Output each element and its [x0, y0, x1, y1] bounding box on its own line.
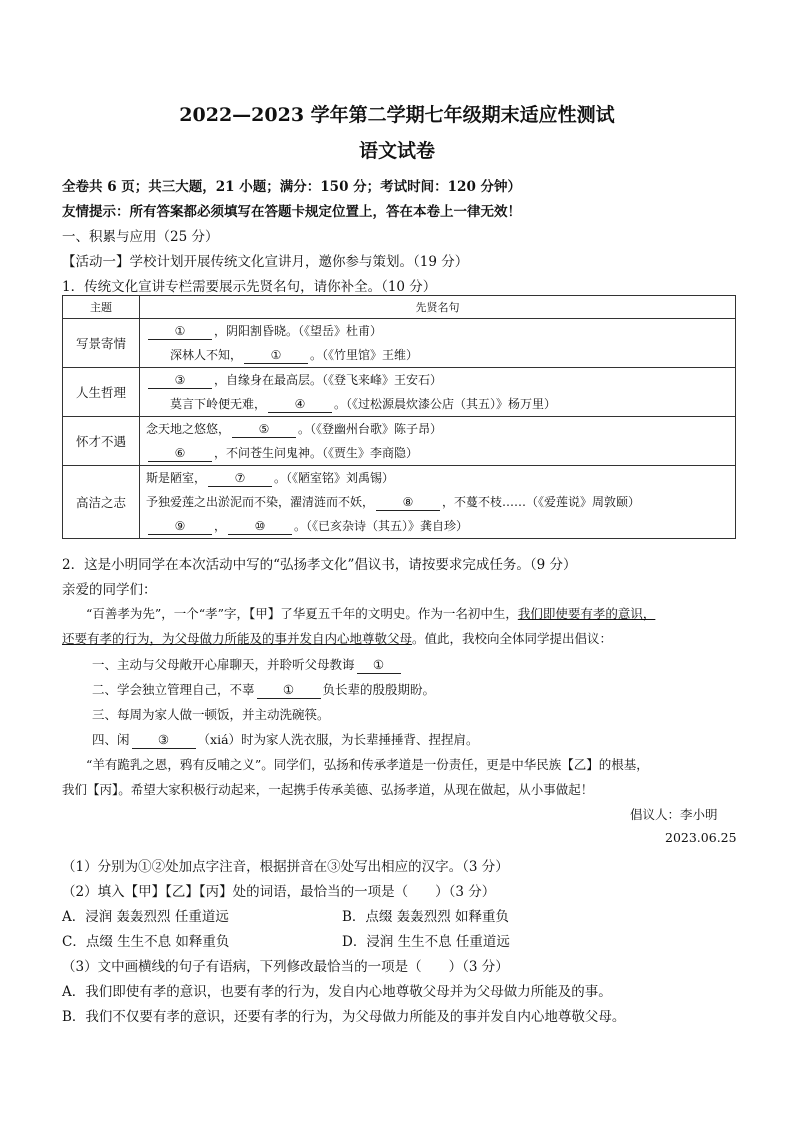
- letter-signer: 倡议人：李小明: [630, 807, 718, 822]
- exam-subtitle: 语文试卷: [358, 140, 435, 162]
- letter-greeting: 亲爱的同学们：: [62, 582, 157, 598]
- row-quotes: [140, 417, 736, 466]
- friendly-reminder: 友情提示：所有答案都必须填写在答题卡规定位置上，答在本卷上一律无效！: [62, 204, 521, 220]
- sub-option-b: B．我们不仅要有孝的意识，还要有孝的行为，为父母做力所能及的事并发自内心地尊敬父母。: [62, 1009, 626, 1025]
- proposal-item-1: [92, 655, 403, 674]
- quote-line: [140, 441, 735, 465]
- header-quotes: 先贤名句: [140, 296, 736, 319]
- quote-line: [140, 392, 735, 416]
- quote-post: 。（《竹里馆》王维）: [310, 348, 419, 362]
- header-topic: 主题: [63, 296, 140, 319]
- row-topic: 高洁之志: [63, 466, 140, 539]
- paragraph-text: 。值此，我校向全体同学提出倡议：: [412, 631, 613, 646]
- answer-blank: ⑩: [228, 518, 292, 535]
- table-row: [63, 466, 736, 539]
- answer-blank: ⑥: [148, 445, 212, 462]
- quote-line: [140, 514, 735, 538]
- answer-blank: ⑤: [232, 421, 296, 438]
- proposal-item-3: 三、每周为家人做一顿饭，并主动洗碗筷。: [92, 707, 330, 722]
- quote-post: 。（《陋室铭》刘禹锡）: [274, 471, 395, 485]
- sub-question-2: （2）填入【甲】【乙】【丙】处的词语，最恰当的一项是（ ）（3 分）: [62, 884, 496, 900]
- quote-pre: 深林人不知，: [170, 348, 243, 362]
- option-b: B．点缀 轰轰烈烈 如释重负: [342, 909, 510, 925]
- table-row: [63, 319, 736, 368]
- letter-paragraph-1: [86, 604, 655, 622]
- answer-blank: ①: [257, 682, 321, 699]
- exam-title: 2022—2023 学年第二学期七年级期末适应性测试: [179, 104, 615, 126]
- item-text: 负长辈的殷殷期盼。: [322, 682, 436, 697]
- row-quotes: [140, 319, 736, 368]
- exam-info: 全卷共 6 页；共三大题，21 小题；满分：150 分；考试时间：120 分钟）: [62, 179, 522, 195]
- table-row: [63, 417, 736, 466]
- letter-date: 2023.06.25: [665, 830, 737, 845]
- letter-paragraph-1-cont: [62, 629, 612, 647]
- row-topic: 怀才不遇: [63, 417, 140, 466]
- answer-blank: ⑨: [148, 518, 212, 535]
- option-a: A．浸润 轰轰烈烈 任重道远: [62, 909, 229, 925]
- quote-post: ，不蔓不枝……（《爱莲说》周敦颐）: [442, 495, 641, 509]
- quote-line: [140, 466, 735, 490]
- quote-line: [140, 490, 735, 514]
- quote-line: [140, 368, 735, 392]
- letter-paragraph-2: “羊有跪乳之恩，鸦有反哺之义”。同学们，弘扬和传承孝道是一份责任，更是中华民族【乙】的根基，: [86, 757, 649, 772]
- quote-pre: 予独爱莲之出淤泥而不染，濯清涟而不妖，: [146, 495, 375, 509]
- letter-paragraph-3: 我们【丙】。希望大家积极行动起来，一起携手传承美德、弘扬孝道，从现在做起，从小事做起！: [62, 782, 594, 797]
- answer-blank: ①: [357, 657, 401, 674]
- quote-post: 。（《登幽州台歌》陈子昂）: [298, 422, 443, 436]
- row-topic: 写景寄情: [63, 319, 140, 368]
- row-quotes: [140, 368, 736, 417]
- underlined-sentence: 我们即使要有孝的意识，: [517, 606, 656, 621]
- quote-post: ，自缘身在最高层。（《登飞来峰》王安石）: [214, 373, 443, 387]
- paragraph-text: “百善孝为先”，一个“孝”字，【甲】了华夏五千年的文明史。作为一名初中生，: [86, 606, 518, 621]
- table-header-row: [63, 296, 736, 319]
- quote-line: [140, 417, 735, 441]
- quote-pre: 斯是陋室，: [146, 471, 207, 485]
- quote-post: ，: [214, 519, 227, 533]
- activity-one: 【活动一】学校计划开展传统文化宣讲月，邀你参与策划。（19 分）: [62, 254, 469, 270]
- quote-pre: 莫言下岭便无难，: [170, 397, 267, 411]
- item-text: 一、主动与父母敞开心扉聊天，并聆听父母教诲: [92, 657, 355, 672]
- answer-blank: ④: [268, 396, 332, 413]
- section-heading: 一、积累与应用（25 分）: [62, 229, 219, 245]
- quote-post: ，阴阳割昏晓。（《望岳》杜甫）: [214, 324, 383, 338]
- quote-post: 。（《已亥杂诗（其五）》龚自珍）: [294, 519, 469, 533]
- quote-line: [140, 319, 735, 343]
- quotes-table: [62, 295, 736, 539]
- quote-post: 。（《过松源晨炊漆公店（其五）》杨万里）: [334, 397, 557, 411]
- underlined-sentence: 还要有孝的行为，为父母做力所能及的事并发自内心地尊敬父母: [62, 631, 413, 646]
- option-c: C．点缀 生生不息 如释重负: [62, 934, 230, 950]
- answer-blank: ③: [132, 732, 196, 749]
- question-2: 2．这是小明同学在本次活动中写的“弘扬孝文化”倡议书，请按要求完成任务。（9 分）: [62, 557, 577, 573]
- quote-post: ，不问苍生问鬼神。（《贾生》李商隐）: [214, 446, 419, 460]
- option-d: D．浸润 生生不息 任重道远: [342, 934, 510, 950]
- item-text: 二、学会独立管理自己，不辜: [92, 682, 255, 697]
- answer-blank: ⑧: [376, 494, 440, 511]
- question-1: 1．传统文化宣讲专栏需要展示先贤名句，请你补全。（10 分）: [62, 279, 437, 295]
- item-text: 四、闲: [92, 732, 130, 747]
- answer-blank: ⑦: [208, 470, 272, 487]
- row-quotes: [140, 466, 736, 539]
- answer-blank: ①: [148, 323, 212, 340]
- proposal-item-2: [92, 680, 435, 699]
- table-row: [63, 368, 736, 417]
- sub-question-3: （3）文中画横线的句子有语病，下列修改最恰当的一项是（ ）（3 分）: [62, 959, 509, 975]
- quote-line: [140, 343, 735, 367]
- quote-pre: 念天地之悠悠，: [146, 422, 231, 436]
- item-text: （xiá）时为家人洗衣服，为长辈捶捶背、捏捏肩。: [197, 732, 479, 747]
- sub-question-1: （1）分别为①②处加点字注音，根据拼音在③处写出相应的汉字。（3 分）: [62, 859, 509, 875]
- answer-blank: ①: [244, 347, 308, 364]
- row-topic: 人生哲理: [63, 368, 140, 417]
- answer-blank: ③: [148, 372, 212, 389]
- proposal-item-4: [92, 730, 479, 749]
- sub-option-a: A．我们即使有孝的意识，也要有孝的行为，发自内心地尊敬父母并为父母做力所能及的事。: [62, 984, 612, 1000]
